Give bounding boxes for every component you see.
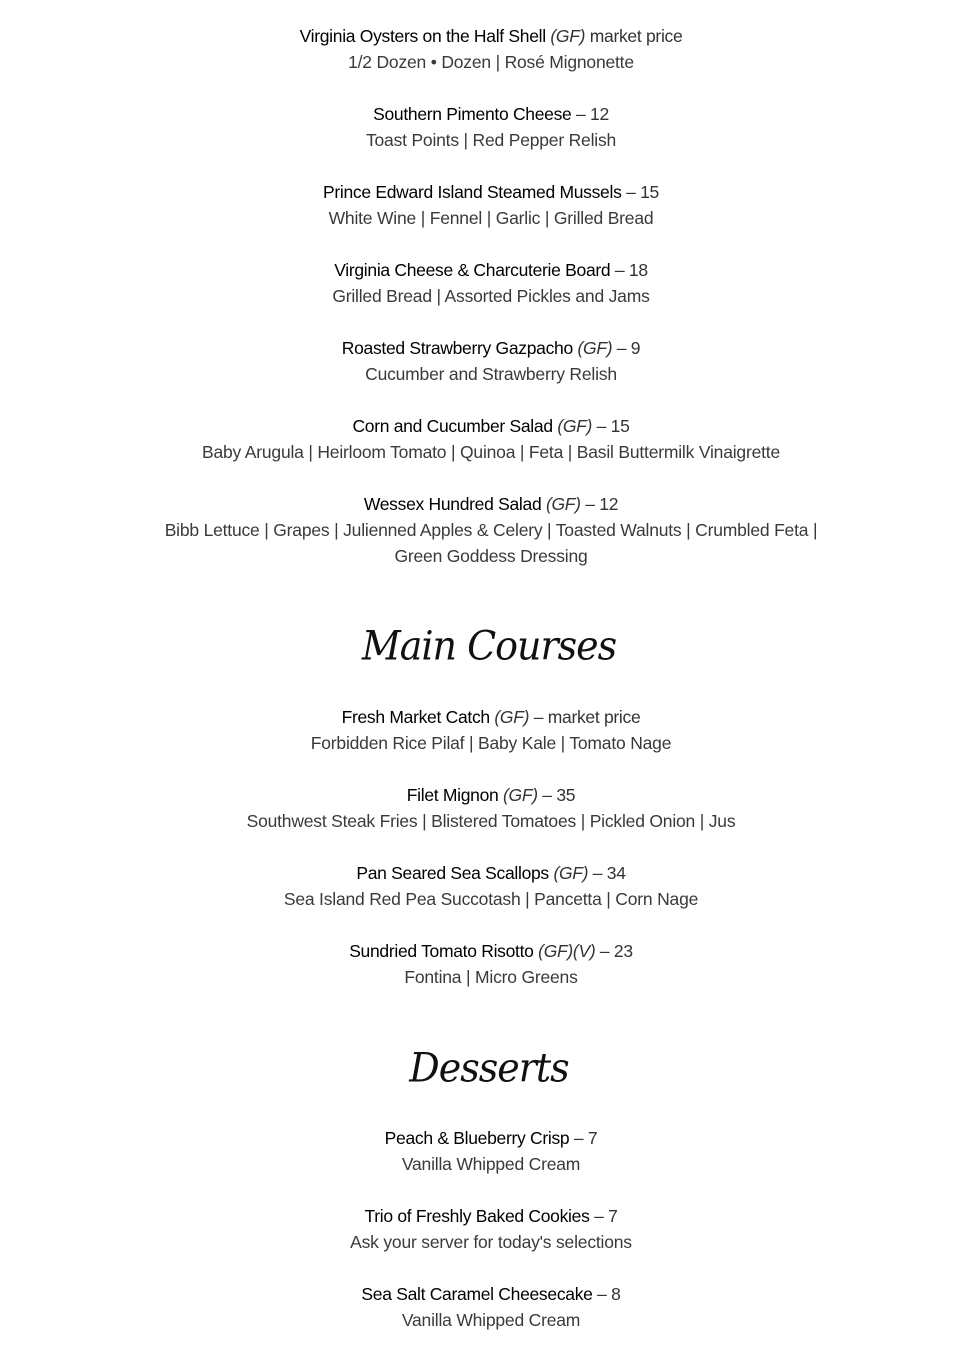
item-description: Toast Points | Red Pepper Relish (365, 130, 617, 150)
item-name: Peach & Blueberry Crisp (384, 1128, 570, 1148)
menu-item (0, 23, 966, 75)
item-description: Grilled Bread | Assorted Pickles and Jams (332, 286, 650, 306)
item-name: Filet Mignon (406, 785, 499, 805)
item-price: – 7 (589, 1206, 618, 1226)
dietary-tag: (GF) (553, 863, 589, 883)
menu-item (0, 1203, 966, 1255)
item-description: Ask your server for today's selections (350, 1232, 632, 1252)
item-price: – 34 (588, 863, 626, 883)
dietary-tag: (GF) (557, 416, 593, 436)
menu-item-title (0, 860, 966, 886)
item-price: – 18 (610, 260, 648, 280)
menu-item-title (0, 1125, 966, 1151)
dietary-tag: (GF) (494, 707, 530, 727)
item-price: – market price (529, 707, 641, 727)
item-price: – 23 (595, 941, 633, 961)
item-description: Fontina | Micro Greens (404, 967, 578, 987)
dietary-tag: (GF) (577, 338, 613, 358)
item-description: Baby Arugula | Heirloom Tomato | Quinoa | Feta | Basil Buttermilk Vinaigrette (202, 442, 780, 462)
item-price: – 9 (612, 338, 641, 358)
menu-item-title (0, 704, 966, 730)
item-price: market price (585, 26, 683, 46)
menu-item (0, 860, 966, 912)
menu-item-title (0, 179, 966, 205)
item-description: White Wine | Fennel | Garlic | Grilled Bread (328, 208, 654, 228)
item-description: Bibb Lettuce | Grapes | Julienned Apples & Celery | Toasted Walnuts | Crumbled Feta | Green Goddess Dressing (164, 520, 818, 566)
menu-item (0, 101, 966, 153)
menu-item (0, 257, 966, 309)
item-name: Virginia Cheese & Charcuterie Board (334, 260, 611, 280)
menu-item-title (0, 938, 966, 964)
item-description: Vanilla Whipped Cream (401, 1154, 581, 1174)
item-name: Southern Pimento Cheese (373, 104, 572, 124)
dietary-tag: (GF) (503, 785, 538, 805)
menu-item-title (0, 101, 966, 127)
item-description: Sea Island Red Pea Succotash | Pancetta | Corn Nage (283, 889, 699, 909)
menu-item (0, 1125, 966, 1177)
menu-item (0, 704, 966, 756)
menu-item-title (0, 1281, 966, 1307)
item-name: Wessex Hundred Salad (363, 494, 542, 514)
item-name: Pan Seared Sea Scallops (356, 863, 549, 883)
item-price: – 8 (592, 1284, 621, 1304)
menu-item-title (0, 491, 966, 517)
menu-item (0, 179, 966, 231)
menu-item-title (0, 335, 966, 361)
menu-item-title (0, 257, 966, 283)
item-price: – 12 (571, 104, 609, 124)
menu-item (0, 335, 966, 387)
item-description: 1/2 Dozen • Dozen | Rosé Mignonette (348, 52, 634, 72)
menu-item (0, 1281, 966, 1333)
menu-item-title (0, 413, 966, 439)
item-name: Prince Edward Island Steamed Mussels (323, 182, 622, 202)
section-title-main-courses: Main Courses (361, 622, 617, 670)
menu-item-title (0, 782, 966, 808)
menu-item-title (0, 1203, 966, 1229)
item-description: Southwest Steak Fries | Blistered Tomatoes | Pickled Onion | Jus (246, 811, 736, 831)
menu-item-title (0, 23, 966, 49)
menu-item (0, 782, 966, 834)
dietary-tag: (GF) (545, 494, 581, 514)
item-description: Forbidden Rice Pilaf | Baby Kale | Tomato Nage (310, 733, 672, 753)
item-price: – 12 (580, 494, 619, 514)
menu-item (0, 491, 966, 569)
item-name: Roasted Strawberry Gazpacho (341, 338, 573, 358)
item-price: – 7 (569, 1128, 598, 1148)
item-name: Fresh Market Catch (341, 707, 490, 727)
item-name: Sea Salt Caramel Cheesecake (361, 1284, 593, 1304)
item-name: Virginia Oysters on the Half Shell (299, 26, 546, 46)
item-description: Cucumber and Strawberry Relish (365, 364, 617, 384)
item-name: Corn and Cucumber Salad (352, 416, 553, 436)
item-price: – 35 (537, 785, 576, 805)
section-title-desserts: Desserts (409, 1044, 569, 1092)
item-name: Sundried Tomato Risotto (349, 941, 534, 961)
item-description: Vanilla Whipped Cream (401, 1310, 581, 1330)
item-name: Trio of Freshly Baked Cookies (364, 1206, 590, 1226)
dietary-tag: (GF) (550, 26, 586, 46)
menu-item (0, 938, 966, 990)
dietary-tag: (GF)(V) (538, 941, 596, 961)
item-price: – 15 (592, 416, 630, 436)
menu-item (0, 413, 966, 465)
item-price: – 15 (621, 182, 659, 202)
